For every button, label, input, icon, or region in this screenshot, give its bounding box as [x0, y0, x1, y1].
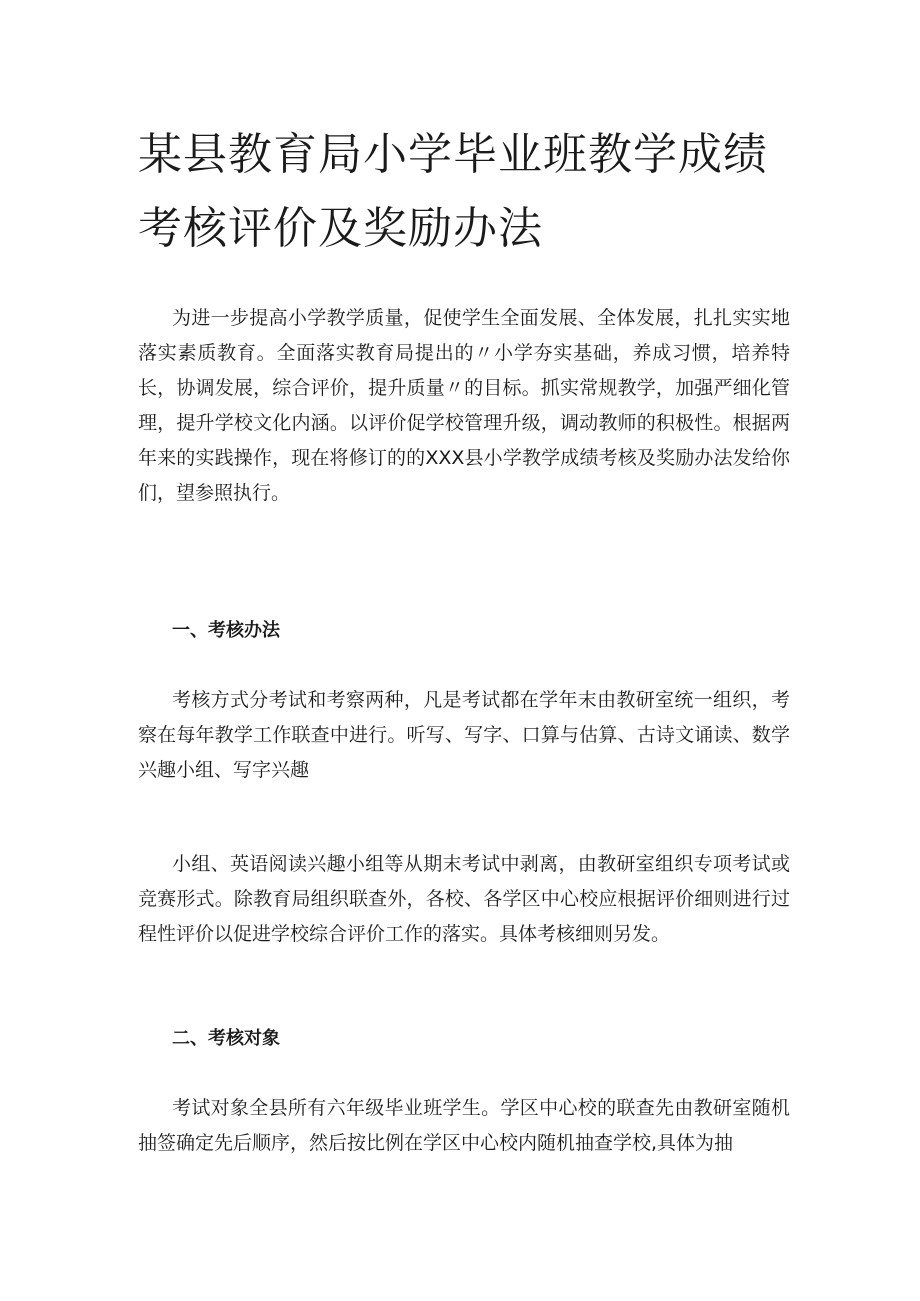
section-heading-assessment-method: 一、考核办法 [172, 620, 280, 641]
assessment-method-paragraph-1: 考核方式分考试和考察两种，凡是考试都在学年末由教研室统一组织，考察在每年教学工作联查中进行。听写、写字、口算与估算、古诗文诵读、数学兴趣小组、写字兴趣 [138, 689, 790, 781]
assessment-target-paragraph-1: 考试对象全县所有六年级毕业班学生。学区中心校的联查先由教研室随机抽签确定先后顺序，然后按比例在学区中心校内随机抽查学校,具体为抽 [138, 1097, 790, 1154]
section-heading-assessment-target: 二、考核对象 [172, 1028, 280, 1049]
intro-paragraph: 为进一步提高小学教学质量，促使学生全面发展、全体发展，扎扎实实地落实素质教育。全面落实教育局提出的〃小学夯实基础，养成习惯，培养特长，协调发展，综合评价，提升质量〃的目标。抓实常规教学，加强严细化管理，提升学校文化内涵。以评价促学校管理升级，调动教师的积极性。根据两年来的实践操作，现在将修订的的XXX县小学教学成绩考核及奖励办法发给你们，望参照执行。 [138, 307, 790, 504]
document-title: 某县教育局小学毕业班教学成绩考核评价及奖励办法 [138, 129, 768, 254]
assessment-method-paragraph-2: 小组、英语阅读兴趣小组等从期末考试中剥离，由教研室组织专项考试或竞赛形式。除教育局组织联查外，各校、各学区中心校应根据评价细则进行过程性评价以促进学校综合评价工作的落实。具体考核细则另发。 [138, 853, 790, 945]
